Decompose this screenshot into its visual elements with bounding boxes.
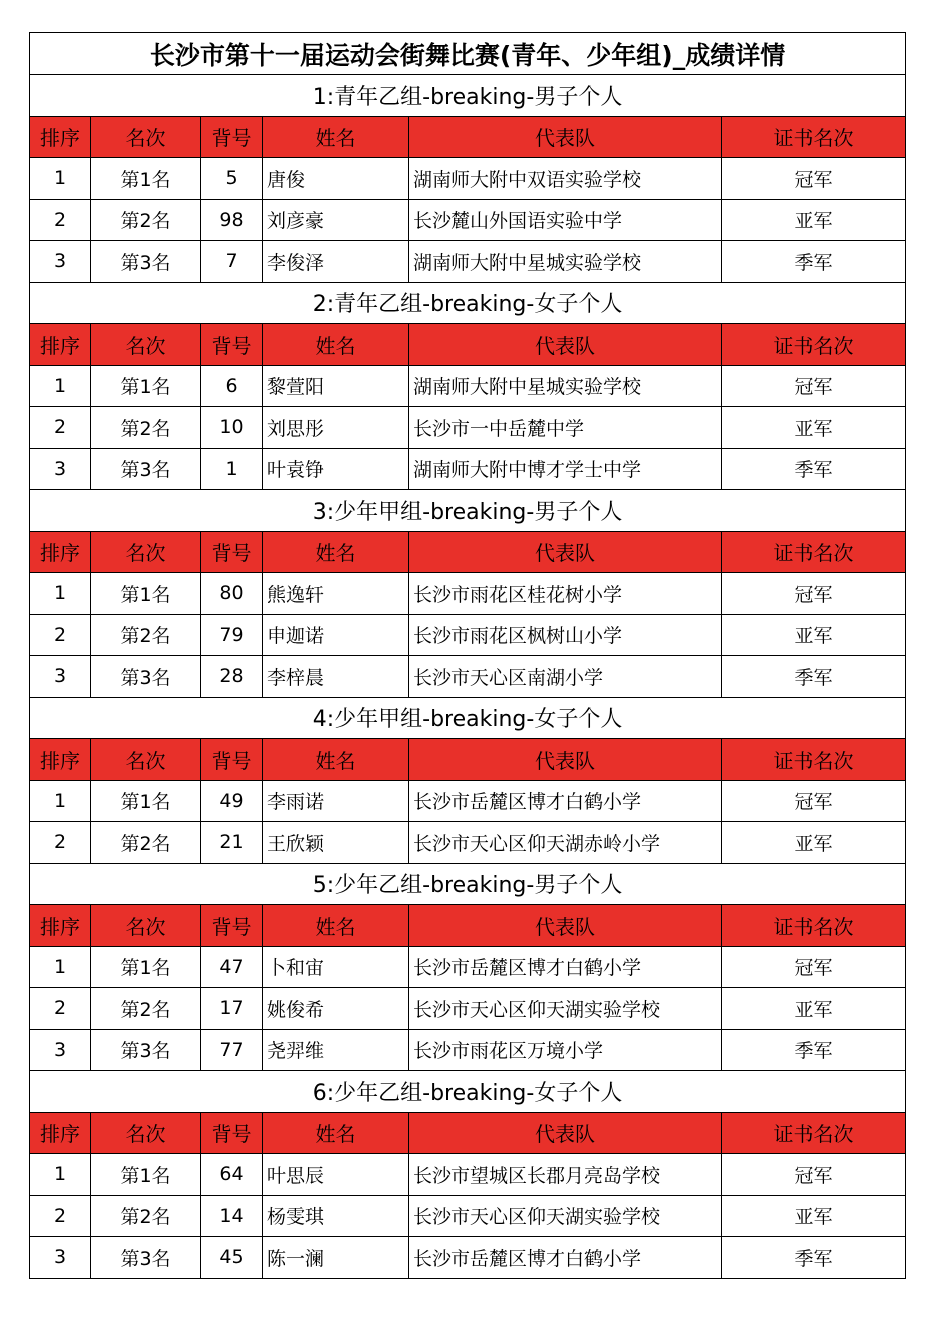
header-rank: 排序 <box>30 531 91 573</box>
header-name: 姓名 <box>263 324 409 366</box>
rank-cell: 1 <box>30 158 91 200</box>
team-cell: 湖南师大附中双语实验学校 <box>409 158 722 200</box>
column-header-row <box>30 324 906 366</box>
rank-cell: 1 <box>30 573 91 615</box>
name-cell: 唐俊 <box>263 158 409 200</box>
header-bib: 背号 <box>201 905 263 947</box>
rank-cell: 2 <box>30 1195 91 1237</box>
name-cell: 尧羿维 <box>263 1029 409 1071</box>
table-row <box>30 1195 906 1237</box>
section-title-row <box>30 282 906 324</box>
header-place: 名次 <box>91 531 201 573</box>
section-title-row <box>30 75 906 117</box>
team-cell: 湖南师大附中博才学士中学 <box>409 448 722 490</box>
bib-cell: 5 <box>201 158 263 200</box>
header-bib: 背号 <box>201 116 263 158</box>
place-cell: 第2名 <box>91 199 201 241</box>
header-team: 代表队 <box>409 116 722 158</box>
section-title: 5:少年乙组-breaking-男子个人 <box>30 863 906 905</box>
place-cell: 第2名 <box>91 822 201 864</box>
header-certificate: 证书名次 <box>722 324 906 366</box>
name-cell: 杨雯琪 <box>263 1195 409 1237</box>
table-row <box>30 614 906 656</box>
certificate-cell: 亚军 <box>722 614 906 656</box>
name-cell: 刘思彤 <box>263 407 409 449</box>
table-row <box>30 656 906 698</box>
header-name: 姓名 <box>263 116 409 158</box>
section-title: 2:青年乙组-breaking-女子个人 <box>30 282 906 324</box>
bib-cell: 49 <box>201 780 263 822</box>
certificate-cell: 亚军 <box>722 988 906 1030</box>
rank-cell: 3 <box>30 656 91 698</box>
place-cell: 第1名 <box>91 946 201 988</box>
team-cell: 长沙市一中岳麓中学 <box>409 407 722 449</box>
team-cell: 长沙市岳麓区博才白鹤小学 <box>409 946 722 988</box>
place-cell: 第1名 <box>91 365 201 407</box>
name-cell: 陈一澜 <box>263 1237 409 1279</box>
table-row <box>30 448 906 490</box>
bib-cell: 21 <box>201 822 263 864</box>
header-team: 代表队 <box>409 324 722 366</box>
place-cell: 第3名 <box>91 241 201 283</box>
header-place: 名次 <box>91 739 201 781</box>
team-cell: 长沙市天心区仰天湖实验学校 <box>409 988 722 1030</box>
bib-cell: 14 <box>201 1195 263 1237</box>
name-cell: 叶袁铮 <box>263 448 409 490</box>
header-team: 代表队 <box>409 531 722 573</box>
place-cell: 第2名 <box>91 407 201 449</box>
rank-cell: 2 <box>30 988 91 1030</box>
team-cell: 长沙市天心区南湖小学 <box>409 656 722 698</box>
section-title: 3:少年甲组-breaking-男子个人 <box>30 490 906 532</box>
bib-cell: 7 <box>201 241 263 283</box>
team-cell: 湖南师大附中星城实验学校 <box>409 241 722 283</box>
place-cell: 第1名 <box>91 780 201 822</box>
name-cell: 李梓晨 <box>263 656 409 698</box>
place-cell: 第2名 <box>91 1195 201 1237</box>
header-place: 名次 <box>91 905 201 947</box>
header-certificate: 证书名次 <box>722 905 906 947</box>
header-rank: 排序 <box>30 324 91 366</box>
team-cell: 湖南师大附中星城实验学校 <box>409 365 722 407</box>
rank-cell: 1 <box>30 946 91 988</box>
certificate-cell: 冠军 <box>722 946 906 988</box>
place-cell: 第2名 <box>91 614 201 656</box>
rank-cell: 3 <box>30 1237 91 1279</box>
name-cell: 黎萱阳 <box>263 365 409 407</box>
results-table <box>29 32 906 1279</box>
certificate-cell: 冠军 <box>722 780 906 822</box>
rank-cell: 1 <box>30 365 91 407</box>
name-cell: 卜和宙 <box>263 946 409 988</box>
header-place: 名次 <box>91 324 201 366</box>
header-certificate: 证书名次 <box>722 739 906 781</box>
header-name: 姓名 <box>263 531 409 573</box>
header-team: 代表队 <box>409 905 722 947</box>
section-title-row <box>30 490 906 532</box>
section-title: 1:青年乙组-breaking-男子个人 <box>30 75 906 117</box>
column-header-row <box>30 116 906 158</box>
rank-cell: 3 <box>30 448 91 490</box>
name-cell: 熊逸轩 <box>263 573 409 615</box>
header-certificate: 证书名次 <box>722 116 906 158</box>
place-cell: 第1名 <box>91 158 201 200</box>
certificate-cell: 季军 <box>722 1237 906 1279</box>
header-team: 代表队 <box>409 1112 722 1154</box>
certificate-cell: 亚军 <box>722 1195 906 1237</box>
rank-cell: 1 <box>30 1154 91 1196</box>
rank-cell: 3 <box>30 241 91 283</box>
header-place: 名次 <box>91 116 201 158</box>
header-bib: 背号 <box>201 531 263 573</box>
certificate-cell: 冠军 <box>722 573 906 615</box>
column-header-row <box>30 1112 906 1154</box>
bib-cell: 77 <box>201 1029 263 1071</box>
rank-cell: 2 <box>30 822 91 864</box>
team-cell: 长沙市岳麓区博才白鹤小学 <box>409 780 722 822</box>
team-cell: 长沙市天心区仰天湖赤岭小学 <box>409 822 722 864</box>
header-place: 名次 <box>91 1112 201 1154</box>
bib-cell: 17 <box>201 988 263 1030</box>
place-cell: 第3名 <box>91 1029 201 1071</box>
team-cell: 长沙市雨花区万境小学 <box>409 1029 722 1071</box>
header-certificate: 证书名次 <box>722 1112 906 1154</box>
table-row <box>30 988 906 1030</box>
certificate-cell: 亚军 <box>722 199 906 241</box>
certificate-cell: 季军 <box>722 448 906 490</box>
column-header-row <box>30 739 906 781</box>
rank-cell: 1 <box>30 780 91 822</box>
team-cell: 长沙市雨花区枫树山小学 <box>409 614 722 656</box>
rank-cell: 2 <box>30 614 91 656</box>
name-cell: 申迦诺 <box>263 614 409 656</box>
table-row <box>30 1154 906 1196</box>
bib-cell: 79 <box>201 614 263 656</box>
certificate-cell: 季军 <box>722 656 906 698</box>
table-row <box>30 1237 906 1279</box>
place-cell: 第3名 <box>91 1237 201 1279</box>
bib-cell: 28 <box>201 656 263 698</box>
bib-cell: 45 <box>201 1237 263 1279</box>
bib-cell: 98 <box>201 199 263 241</box>
table-row <box>30 199 906 241</box>
certificate-cell: 冠军 <box>722 1154 906 1196</box>
team-cell: 长沙市雨花区桂花树小学 <box>409 573 722 615</box>
header-bib: 背号 <box>201 324 263 366</box>
column-header-row <box>30 905 906 947</box>
certificate-cell: 冠军 <box>722 365 906 407</box>
section-title-row <box>30 697 906 739</box>
table-row <box>30 946 906 988</box>
place-cell: 第3名 <box>91 448 201 490</box>
certificate-cell: 冠军 <box>722 158 906 200</box>
header-bib: 背号 <box>201 1112 263 1154</box>
header-name: 姓名 <box>263 1112 409 1154</box>
section-title-row <box>30 1071 906 1113</box>
place-cell: 第1名 <box>91 1154 201 1196</box>
name-cell: 王欣颖 <box>263 822 409 864</box>
header-rank: 排序 <box>30 905 91 947</box>
team-cell: 长沙市天心区仰天湖实验学校 <box>409 1195 722 1237</box>
certificate-cell: 亚军 <box>722 822 906 864</box>
header-rank: 排序 <box>30 116 91 158</box>
rank-cell: 2 <box>30 199 91 241</box>
name-cell: 刘彦豪 <box>263 199 409 241</box>
header-rank: 排序 <box>30 739 91 781</box>
page-title: 长沙市第十一届运动会街舞比赛(青年、少年组)_成绩详情 <box>30 33 906 75</box>
section-title: 4:少年甲组-breaking-女子个人 <box>30 697 906 739</box>
team-cell: 长沙市岳麓区博才白鹤小学 <box>409 1237 722 1279</box>
header-certificate: 证书名次 <box>722 531 906 573</box>
team-cell: 长沙市望城区长郡月亮岛学校 <box>409 1154 722 1196</box>
table-row <box>30 158 906 200</box>
header-name: 姓名 <box>263 905 409 947</box>
bib-cell: 64 <box>201 1154 263 1196</box>
name-cell: 李俊泽 <box>263 241 409 283</box>
bib-cell: 80 <box>201 573 263 615</box>
header-bib: 背号 <box>201 739 263 781</box>
header-name: 姓名 <box>263 739 409 781</box>
name-cell: 李雨诺 <box>263 780 409 822</box>
name-cell: 叶思辰 <box>263 1154 409 1196</box>
rank-cell: 3 <box>30 1029 91 1071</box>
team-cell: 长沙麓山外国语实验中学 <box>409 199 722 241</box>
place-cell: 第1名 <box>91 573 201 615</box>
certificate-cell: 亚军 <box>722 407 906 449</box>
certificate-cell: 季军 <box>722 1029 906 1071</box>
table-row <box>30 573 906 615</box>
section-title: 6:少年乙组-breaking-女子个人 <box>30 1071 906 1113</box>
place-cell: 第2名 <box>91 988 201 1030</box>
bib-cell: 1 <box>201 448 263 490</box>
bib-cell: 47 <box>201 946 263 988</box>
header-team: 代表队 <box>409 739 722 781</box>
table-row <box>30 241 906 283</box>
table-row <box>30 407 906 449</box>
column-header-row <box>30 531 906 573</box>
bib-cell: 6 <box>201 365 263 407</box>
certificate-cell: 季军 <box>722 241 906 283</box>
table-row <box>30 1029 906 1071</box>
place-cell: 第3名 <box>91 656 201 698</box>
table-row <box>30 822 906 864</box>
bib-cell: 10 <box>201 407 263 449</box>
table-row <box>30 780 906 822</box>
name-cell: 姚俊希 <box>263 988 409 1030</box>
section-title-row <box>30 863 906 905</box>
title-row <box>30 33 906 75</box>
rank-cell: 2 <box>30 407 91 449</box>
header-rank: 排序 <box>30 1112 91 1154</box>
table-row <box>30 365 906 407</box>
